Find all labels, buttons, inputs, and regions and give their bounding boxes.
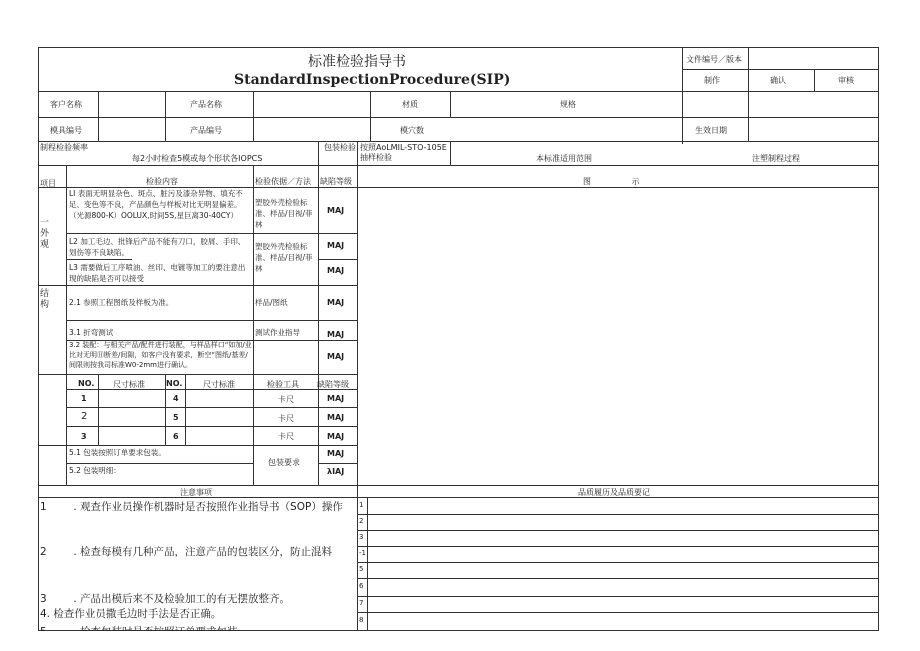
- col-figure: 图 示: [583, 177, 640, 186]
- structure-label: 结构: [40, 289, 50, 310]
- dims-std-2: 尺寸标准: [203, 380, 235, 389]
- history-num-8: 8: [359, 616, 364, 624]
- note-2: 2 . 检查每模有几种产品，注意产品的包装区分，防止混料: [40, 546, 333, 558]
- appearance-content-2: L2 加工毛边、批锋后产品不能有刀口，胶屑、手印、划伤等不良缺陷。: [69, 237, 246, 257]
- note-3: 3 . 产品出模后来不及检验加工的有无摆放整齐。: [40, 593, 291, 605]
- confirm-label: 确认: [770, 76, 786, 85]
- col-item: 项目: [40, 179, 56, 188]
- structure-defect-2: MAJ: [327, 330, 345, 339]
- dims-row-3-mid: 6: [173, 432, 179, 441]
- appearance-basis-2: 塑胶外壳检验标准、样品/目视/菲林: [255, 242, 313, 273]
- doc-no-label: 文件编号／版本: [686, 55, 742, 64]
- appearance-content-3: L3 需要做后工序喷油、丝印、电镀等加工的要注意出现的缺陷是否可以接受: [69, 263, 246, 283]
- dims-row-1-no: 1: [81, 394, 87, 403]
- mold-no-label: 模具编号: [50, 126, 82, 135]
- dims-no-2: NO.: [166, 379, 183, 388]
- history-num-1: 1: [359, 501, 364, 509]
- review-label: 审核: [838, 76, 854, 85]
- packing-defect-1: MAJ: [327, 449, 345, 458]
- product-no-label: 产品编号: [190, 126, 222, 135]
- make-label: 制作: [704, 76, 720, 85]
- appearance-basis-1: 塑胶外壳检验标准、样品/目视/菲林: [255, 198, 313, 229]
- packing-content-2: 5.2 包装明细：: [69, 466, 121, 475]
- history-num-3: 3: [359, 533, 364, 541]
- title-cn: 标准检验指导书: [308, 54, 406, 70]
- dims-row-1-tool: 卡尺: [278, 395, 294, 404]
- structure-content-2: 3.1 折弯测试: [69, 328, 114, 337]
- effective-date-label: 生效日期: [695, 126, 727, 135]
- packing-defect-2: λIAJ: [327, 467, 345, 476]
- note-1: 1 . 观查作业员操作机器时是否按照作业指导书（SOP）操作: [40, 501, 343, 513]
- appearance-defect-1: MAJ: [327, 206, 345, 215]
- cavity-label: 模穴数: [400, 126, 424, 135]
- structure-defect-1: MAJ: [327, 298, 345, 307]
- material-label: 材质: [402, 100, 418, 109]
- appearance-defect-3: MAJ: [327, 266, 345, 275]
- structure-defect-3: MAJ: [327, 352, 345, 361]
- packing-basis: 包装要求: [268, 458, 300, 467]
- process-label: 注塑制程过程: [752, 154, 800, 163]
- dims-row-1-mid: 4: [173, 394, 179, 403]
- dims-row-2-mid: 5: [173, 413, 179, 422]
- structure-basis-1: 样品/图纸: [255, 298, 288, 307]
- structure-content-3: 3.2 装配：与相关产品/配件进行装配，与样品样口“如加/业比对无明⑪断差/间隙，如客户没有要求，断空“图纸/基差/间限则按我司标准W0-2mm进行确认。: [69, 341, 252, 369]
- appearance-content-1: LI 表面无明显杂色、斑点、脏污及漆杂异物、填充不足、变色等不良，产品颜色与样板对比无明显偏差。（光源800-K）OOLUX,时间5S,星巨离30-40CY）: [69, 189, 243, 220]
- dims-std-1: 尺寸标准: [113, 380, 145, 389]
- customer-label: 客户名称: [50, 100, 82, 109]
- col-defect: 缺陷等级: [320, 177, 352, 186]
- col-basis: 检验依据／方法: [255, 177, 311, 186]
- scope-label: 本标准适用范围: [536, 154, 592, 163]
- product-name-label: 产品名称: [190, 100, 222, 109]
- history-num-6: 6: [359, 582, 364, 590]
- dims-no-1: NO.: [78, 379, 95, 388]
- spec-label: 规格: [560, 100, 576, 109]
- title-en: StandardInspectionProcedure(SIP): [234, 72, 511, 88]
- freq-label: 制程检验频率: [40, 143, 88, 152]
- dims-row-3-no: 3: [81, 432, 87, 441]
- note-4: 4. 检查作业员撒毛边时手法是否正确。: [40, 608, 222, 620]
- appearance-label: 一外观: [40, 218, 50, 250]
- dims-row-2-no: 2: [81, 411, 88, 422]
- structure-content-1: 2.1 参照工程图纸及样板为准。: [69, 298, 174, 307]
- freq-value: 每2小时检查5模或每个形状各IOPCS: [132, 154, 263, 163]
- pack-value: 按照AoLMIL-STO-105E抽样检验: [360, 143, 447, 162]
- dims-row-2-defect: MAJ: [327, 413, 345, 422]
- dims-row-3-tool: 卡尺: [278, 432, 294, 441]
- col-content: 检验内容: [146, 177, 178, 186]
- dims-row-1-defect: MAJ: [327, 394, 345, 403]
- appearance-defect-2: MAJ: [327, 241, 345, 250]
- dims-row-3-defect: MAJ: [327, 432, 345, 441]
- history-title: 品质履历及品质要记: [578, 488, 650, 497]
- notes-title: 注意事项: [180, 488, 212, 497]
- packing-content-1: 5.1 包装按照订单要求包装。: [69, 448, 166, 457]
- history-num-7: 7: [359, 599, 364, 607]
- history-num-4: -1: [359, 549, 366, 557]
- structure-basis-2: 测试作业指导: [255, 328, 300, 337]
- dims-row-2-tool: 卡尺: [278, 414, 294, 423]
- dims-tool: 检验工具: [267, 380, 299, 389]
- history-num-2: 2: [359, 517, 364, 525]
- dims-defect: 缺陷等级: [317, 380, 349, 389]
- pack-label: 包装检验: [324, 143, 356, 152]
- history-num-5: 5: [359, 565, 364, 573]
